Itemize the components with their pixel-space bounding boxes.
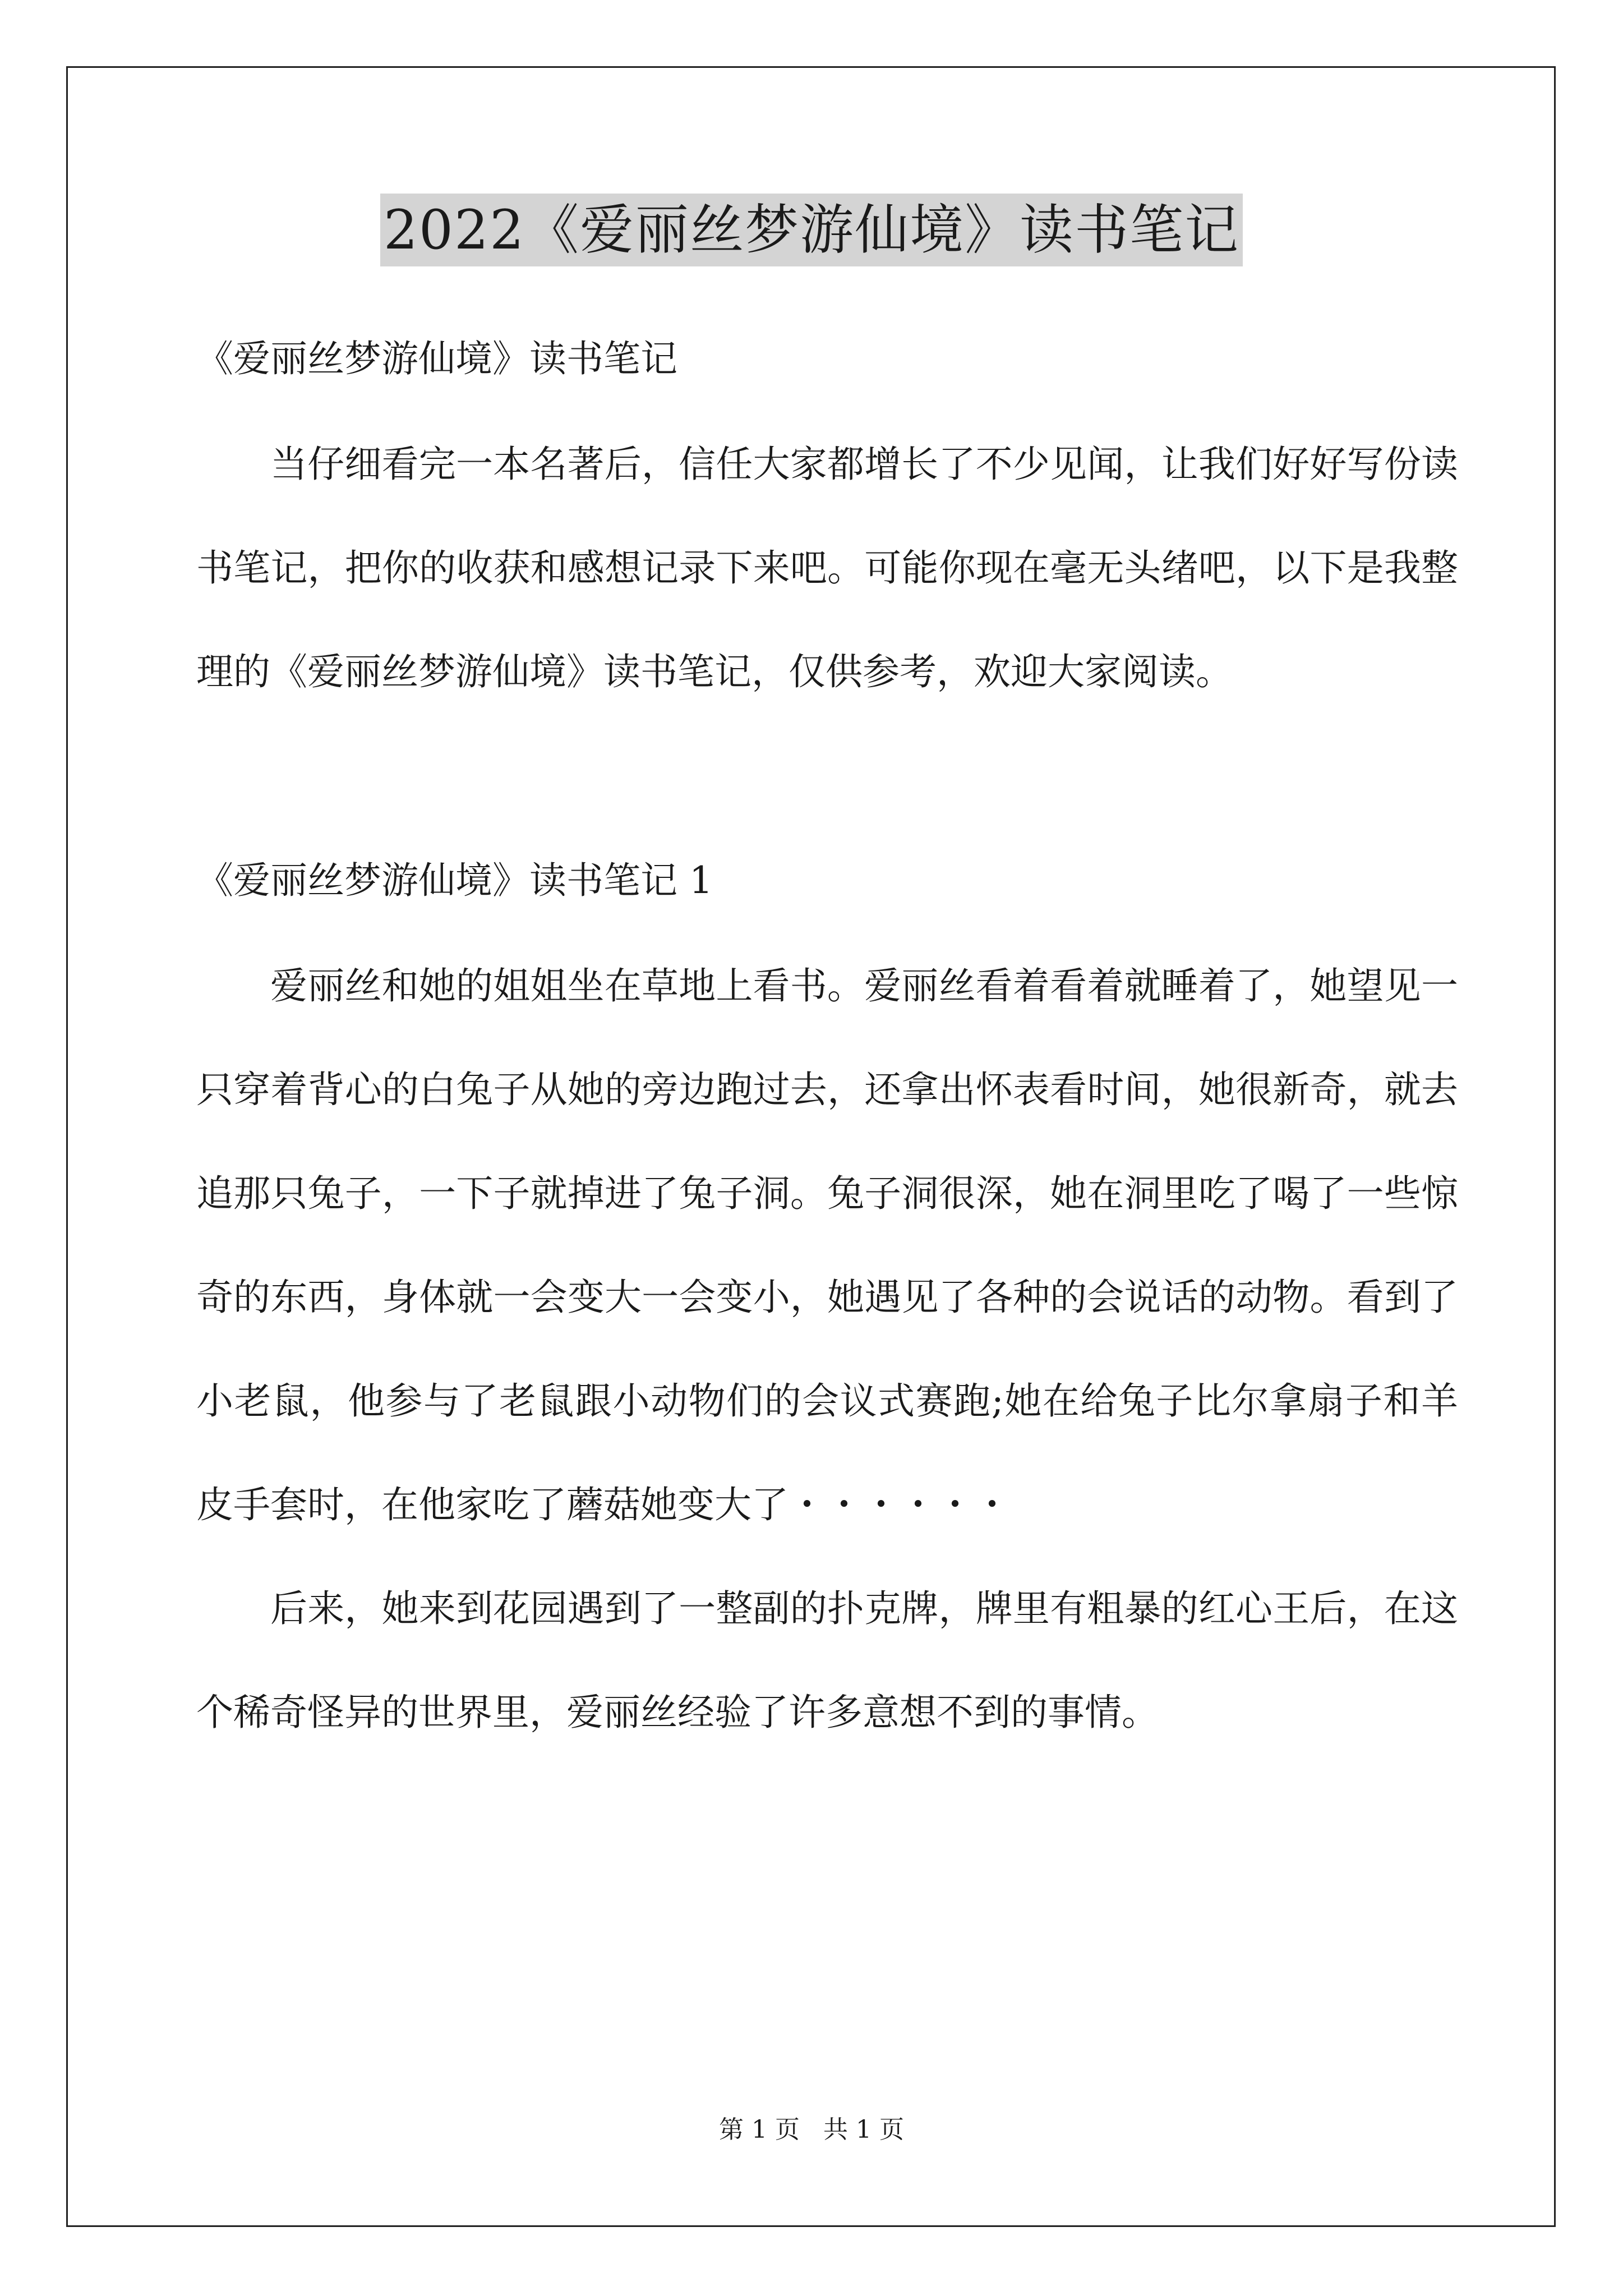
page-number: 第 1 页 bbox=[719, 2115, 800, 2144]
document-body bbox=[196, 306, 1458, 1764]
body-paragraph: 后来，她来到花园遇到了一整副的扑克牌，牌里有粗暴的红心王后，在这个稀奇怪异的世界里，爱丽丝经验了许多意想不到的事情。 bbox=[196, 1587, 1458, 1734]
document-title: 2022《爱丽丝梦游仙境》读书笔记 bbox=[380, 194, 1243, 266]
intro-paragraph: 当仔细看完一本名著后，信任大家都增长了不少见闻，让我们好好写份读书笔记，把你的收获和感想记录下来吧。可能你现在毫无头绪吧，以下是我整理的《爱丽丝梦游仙境》读书笔记，仅供参考，欢迎大家阅读。 bbox=[196, 443, 1458, 693]
page-footer bbox=[0, 2109, 1623, 2145]
title-container bbox=[0, 194, 1623, 266]
document-subtitle: 《爱丽丝梦游仙境》读书笔记 bbox=[196, 337, 677, 380]
section-spacer bbox=[196, 724, 1458, 827]
body-paragraph: 爱丽丝和她的姐姐坐在草地上看书。爱丽丝看着看着就睡着了，她望见一只穿着背心的白兔子从她的旁边跑过去，还拿出怀表看时间，她很新奇，就去追那只兔子，一下子就掉进了兔子洞。兔子洞很深，她在洞里吃了喝了一些惊奇的东西，身体就一会变大一会变小，她遇见了各种的会说话的动物。看到了小老鼠，他参与了老鼠跟小动物们的会议式赛跑;她在给兔子比尔拿扇子和羊皮手套时，在他家吃了蘑菇她变大了・・・・・・ bbox=[196, 964, 1458, 1526]
page-total: 共 1 页 bbox=[823, 2115, 904, 2144]
section-heading: 《爱丽丝梦游仙境》读书笔记 1 bbox=[196, 859, 713, 902]
